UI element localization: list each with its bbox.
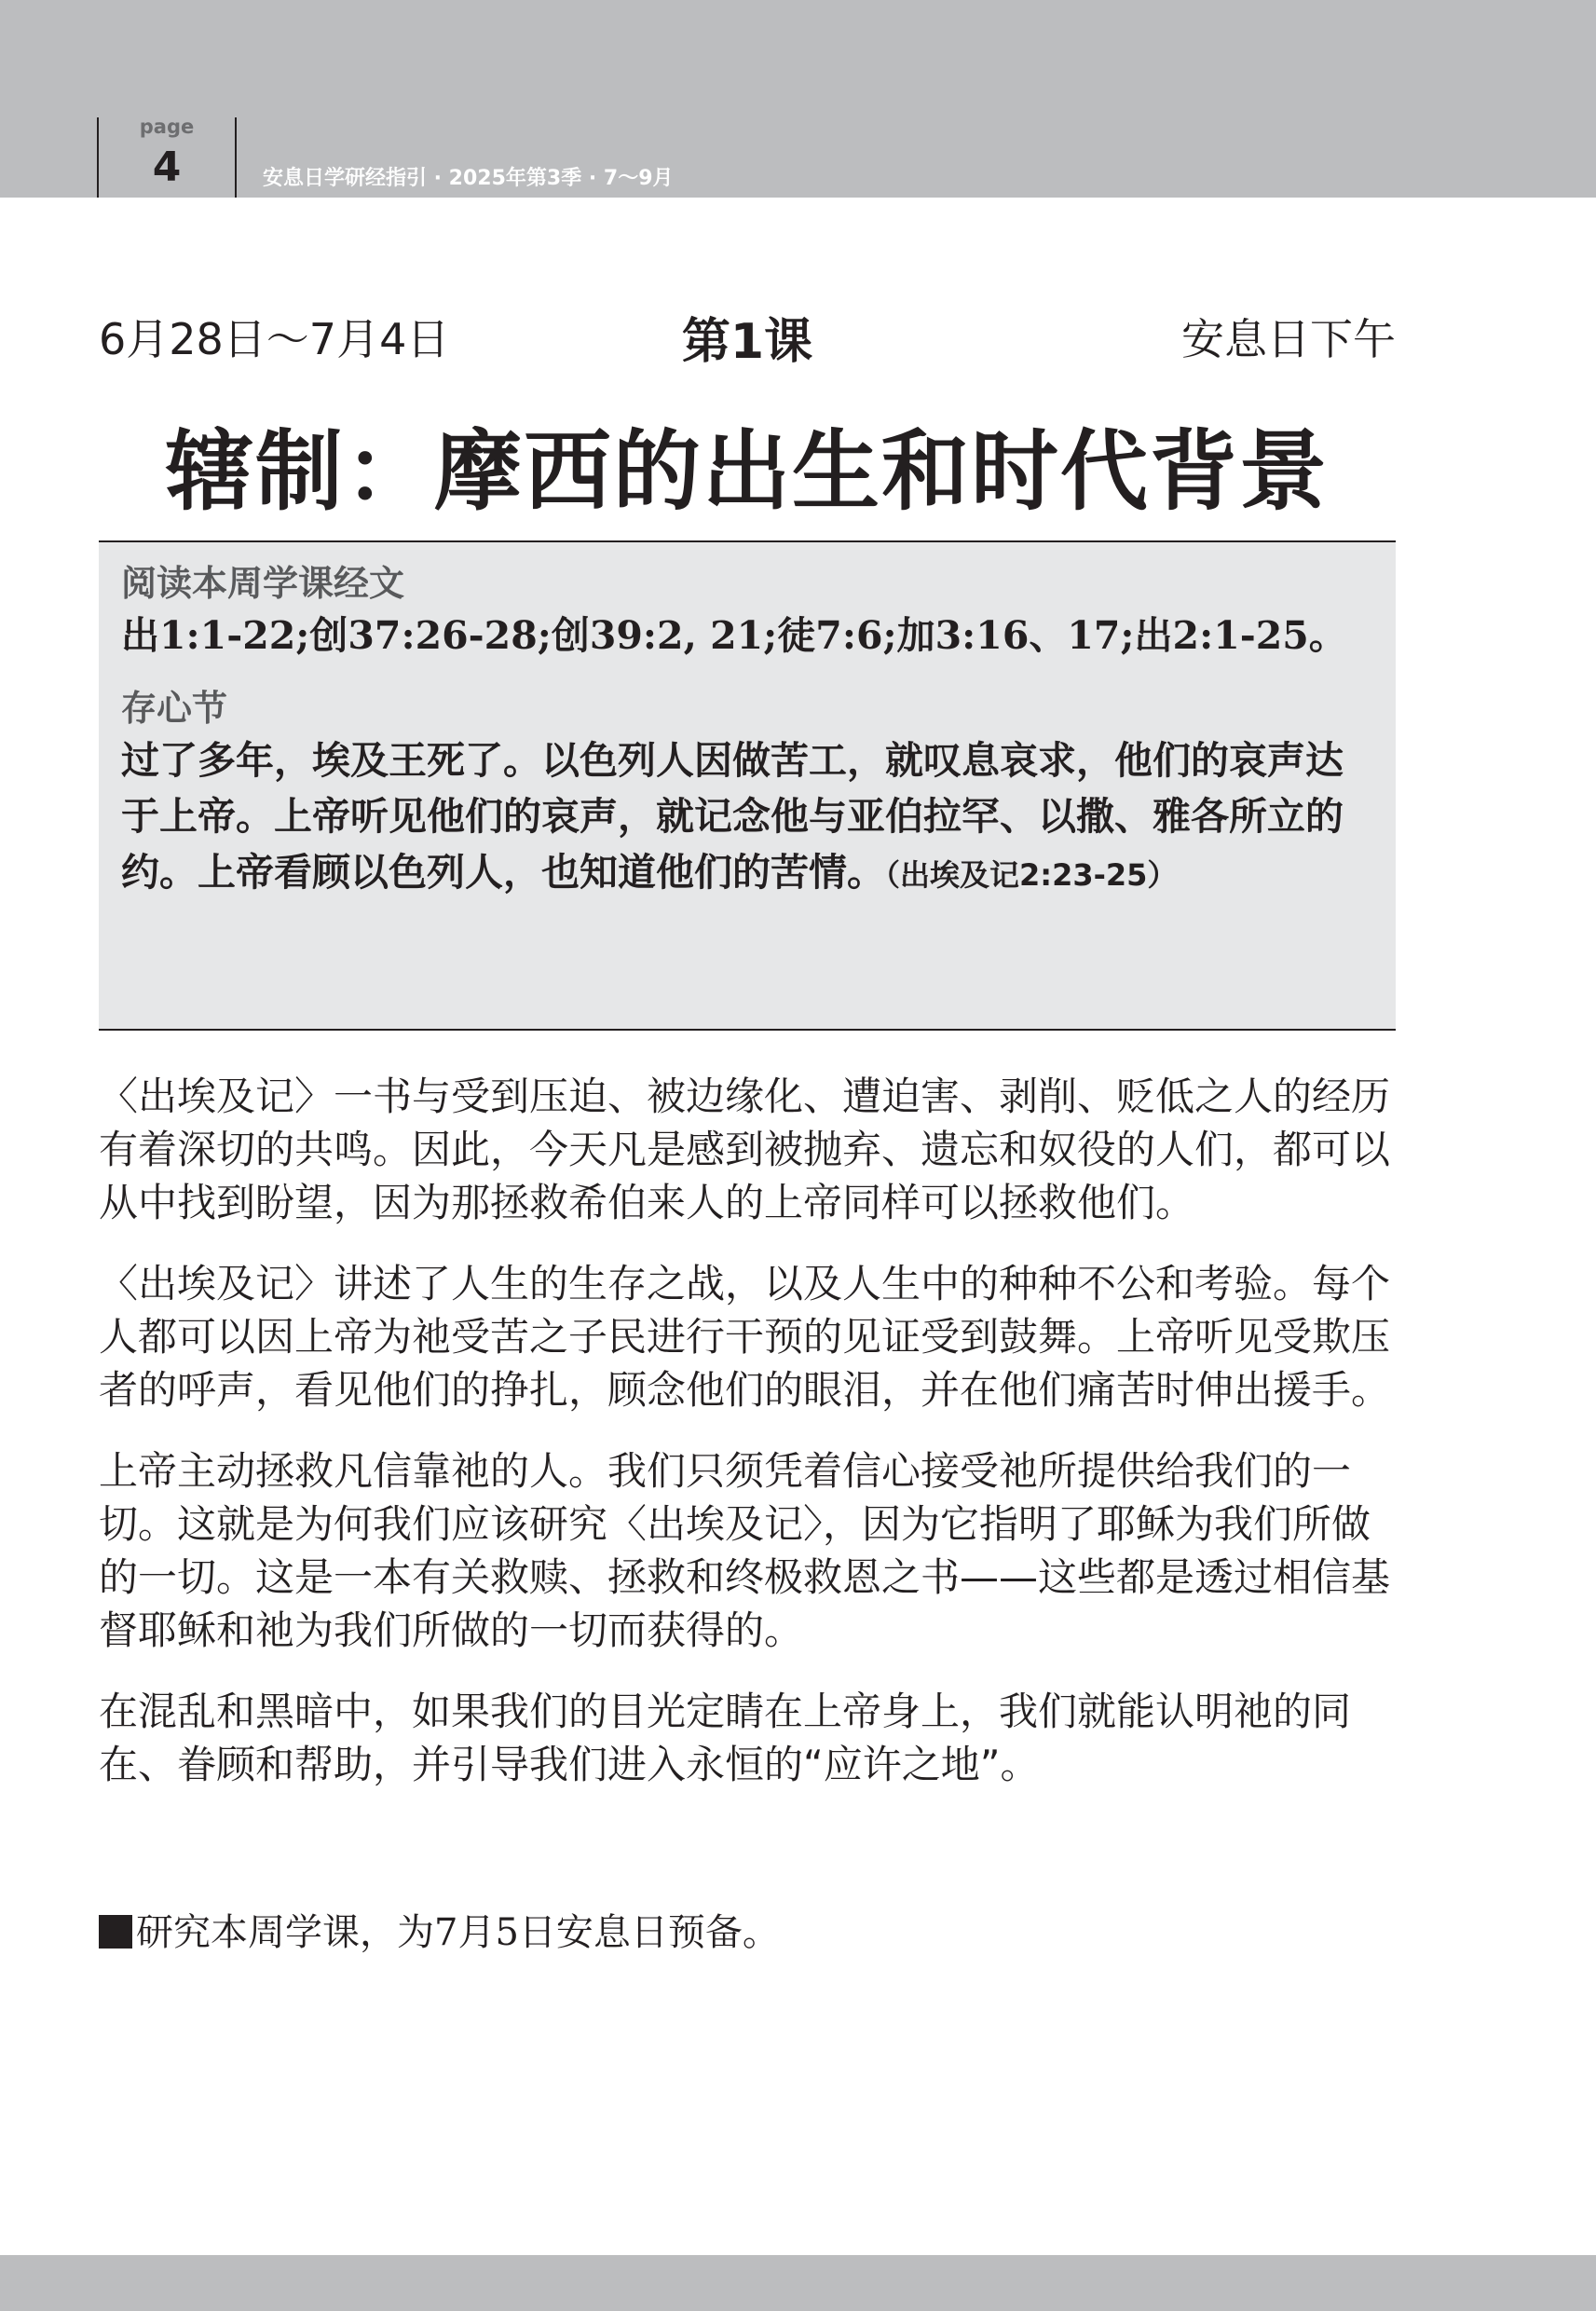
body-paragraph: 〈出埃及记〉一书与受到压迫、被边缘化、遭迫害、剥削、贬低之人的经历有着深切的共鸣。因此，今天凡是感到被抛弃、遗忘和奴役的人们，都可以从中找到盼望，因为那拯救希伯来人的上帝同样可以拯救他们。	[99, 1073, 1391, 1225]
memory-verse-heading: 存心节	[121, 688, 228, 729]
black-square-icon	[99, 1915, 132, 1949]
reading-box	[99, 540, 1396, 1031]
closing-note	[99, 1907, 1396, 1959]
body-paragraph: 上帝主动拯救凡信靠祂的人。我们只须凭着信心接受祂所提供给我们的一切。这就是为何我们应该研究〈出埃及记〉，因为它指明了耶稣为我们所做的一切。这是一本有关救赎、拯救和终极救恩之书——这些都是透过相信基督耶稣和祂为我们所做的一切而获得的。	[99, 1448, 1391, 1653]
memory-verse-reference: （出埃及记2:23-25）	[885, 857, 1178, 893]
running-title: 安息日学研经指引 · 2025年第3季 · 7～9月	[263, 167, 674, 190]
body-paragraph: 〈出埃及记〉讲述了人生的生存之战，以及人生中的种种不公和考验。每个人都可以因上帝为祂受苦之子民进行干预的见证受到鼓舞。上帝听见受欺压者的呼声，看见他们的挣扎，顾念他们的眼泪，并在他们痛苦时伸出援手。	[99, 1261, 1391, 1413]
page-number: 4	[152, 144, 182, 191]
header-band	[0, 0, 1596, 198]
reading-text: 出1:1-22;创37:26-28;创39:2, 21;徒7:6;加3:16、17;出2:1-25。	[121, 613, 1347, 658]
memory-verse	[121, 732, 1373, 903]
memory-verse-text: 过了多年，埃及王死了。以色列人因做苦工，就叹息哀求，他们的哀声达于上帝。上帝听见他们的哀声，就记念他与亚伯拉罕、以撒、雅各所立的约。上帝看顾以色列人，也知道他们的苦情。	[121, 738, 1344, 895]
body-paragraph: 在混乱和黑暗中，如果我们的目光定睛在上帝身上，我们就能认明祂的同在、眷顾和帮助，并引导我们进入永恒的“应许之地”。	[99, 1689, 1352, 1787]
reading-heading: 阅读本周学课经文	[121, 563, 405, 604]
lesson-dates: 6月28日～7月4日	[99, 314, 450, 364]
header-divider-middle	[235, 117, 237, 198]
footer-band	[0, 2255, 1596, 2311]
body-text	[99, 1070, 1396, 1819]
page-label: page	[139, 116, 195, 138]
lesson-title: 辖制：摩西的出生和时代背景	[165, 420, 1329, 523]
lesson-meta	[99, 306, 1396, 370]
lesson-number: 第1课	[681, 314, 813, 370]
closing-note-text: 研究本周学课，为7月5日安息日预备。	[136, 1911, 780, 1954]
lesson-day: 安息日下午	[1181, 314, 1396, 364]
